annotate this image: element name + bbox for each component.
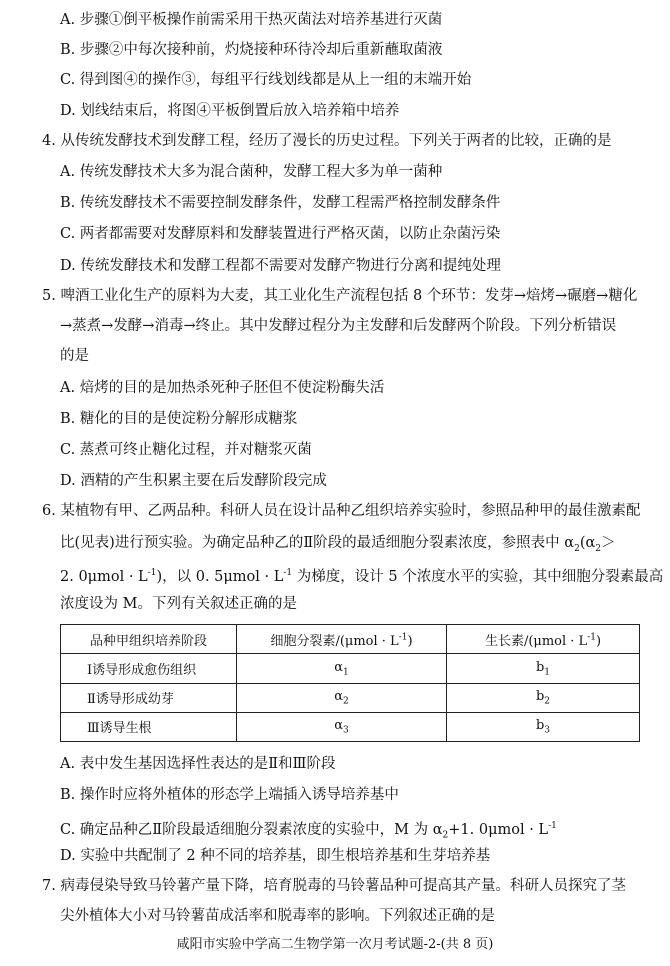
table-header-cytokinin: 细胞分裂素$/(\mu mol \cdot L^{-1})$ <box>237 625 447 654</box>
table-cell-stage: Ⅲ诱导生根 <box>61 712 237 741</box>
table-cell-auxin: $b_1$ <box>447 654 640 683</box>
table-cell-stage: Ⅱ诱导形成幼芽 <box>61 683 237 712</box>
q3-option-c: C. 得到图④的操作③，每组平行线划线都是从上一组的末端开始 <box>60 72 472 88</box>
table-cell-auxin: $b_2$ <box>447 683 640 712</box>
q4-stem: 4. 从传统发酵技术到发酵工程，经历了漫长的历史过程。下列关于两者的比较，正确的是 <box>42 133 612 149</box>
q4-option-a: A. 传统发酵技术大多为混合菌种，发酵工程大多为单一菌种 <box>60 164 443 180</box>
q6-stem-line1: 6. 某植物有甲、乙两品种。科研人员在设计品种乙组织培养实验时，参照品种甲的最佳激素配 <box>42 503 641 519</box>
q6-stem-line4: 浓度设为 M。下列有关叙述正确的是 <box>60 596 297 612</box>
table-header-auxin: 生长素$/(\mu mol \cdot L^{-1})$ <box>447 625 640 654</box>
table-header-stage: 品种甲组织培养阶段 <box>61 625 237 654</box>
q5-option-a: A. 焙烤的目的是加热杀死种子胚但不使淀粉酶失活 <box>60 380 385 396</box>
q6-option-d: D. 实验中共配制了 2 种不同的培养基，即生根培养基和生芽培养基 <box>60 848 491 864</box>
q7-stem-line2: 尖外植体大小对马铃薯苗成活率和脱毒率的影响。下列叙述正确的是 <box>60 908 495 924</box>
q5-option-d: D. 酒精的产生积累主要在后发酵阶段完成 <box>60 473 327 489</box>
table-row <box>61 683 640 712</box>
q6-option-c: C. 确定品种乙Ⅱ阶段最适细胞分裂素浓度的实验中，M 为 $\alpha_2+1$. $0\mu mol \cdot L^{-1}$ <box>60 821 557 841</box>
q3-option-a: A. 步骤①倒平板操作前需采用干热灭菌法对培养基进行灭菌 <box>60 12 443 28</box>
table-cell-cytokinin: $\alpha_1$ <box>237 654 447 683</box>
q5-option-c: C. 蒸煮可终止糖化过程，并对糖浆灭菌 <box>60 442 312 458</box>
q4-option-c: C. 两者都需要对发酵原料和发酵装置进行严格灭菌，以防止杂菌污染 <box>60 226 501 242</box>
q4-option-b: B. 传统发酵技术不需要控制发酵条件，发酵工程需严格控制发酵条件 <box>60 195 501 211</box>
table-row <box>61 654 640 683</box>
table-cell-cytokinin: $\alpha_2$ <box>237 683 447 712</box>
table-row <box>61 712 640 741</box>
table-cell-stage: Ⅰ诱导形成愈伤组织 <box>61 654 237 683</box>
q6-stem-line2: 比(见表)进行预实验。为确定品种乙的Ⅱ阶段的最适细胞分裂素浓度，参照表中 $\alpha_2(\alpha_2>$ <box>60 535 616 554</box>
q3-option-d: D. 划线结束后，将图④平板倒置后放入培养箱中培养 <box>60 103 400 119</box>
q4-option-d: D. 传统发酵技术和发酵工程都不需要对发酵产物进行分离和提纯处理 <box>60 258 501 274</box>
q3-option-b: B. 步骤②中每次接种前，灼烧接种环待冷却后重新蘸取菌液 <box>60 42 443 58</box>
page-footer: 咸阳市实验中学高二生物学第一次月考试题-2-(共 8 页) <box>176 937 494 952</box>
table-cell-auxin: $b_3$ <box>447 712 640 741</box>
q5-stem-line2: →蒸煮→发酵→消毒→终止。其中发酵过程分为主发酵和后发酵两个阶段。下列分析错误 <box>60 318 617 334</box>
q5-option-b: B. 糖化的目的是使淀粉分解形成糖浆 <box>60 411 298 427</box>
q5-stem-line3: 的是 <box>60 348 89 364</box>
table-cell-cytokinin: $\alpha_3$ <box>237 712 447 741</box>
hormone-ratio-table <box>60 624 640 742</box>
q5-stem-line1: 5. 啤酒工业化生产的原料为大麦，其工业化生产流程包括 8 个环节：发芽→焙烤→碾磨→糖化 <box>42 288 638 304</box>
q7-stem-line1: 7. 病毒侵染导致马铃薯产量下降，培育脱毒的马铃薯品种可提高其产量。科研人员探究了茎 <box>42 878 626 894</box>
q6-stem-line3: 2. $0\mu mol \cdot L^{-1}$)，以 0. $5\mu mol \cdot L^{-1}$ 为梯度，设计 5 个浓度水平的实验，其中细胞分裂素最高 <box>60 568 664 585</box>
table-header-row <box>61 625 640 654</box>
q6-option-b: B. 操作时应将外植体的形态学上端插入诱导培养基中 <box>60 787 399 803</box>
q6-option-a: A. 表中发生基因选择性表达的是Ⅱ和Ⅲ阶段 <box>60 756 336 772</box>
